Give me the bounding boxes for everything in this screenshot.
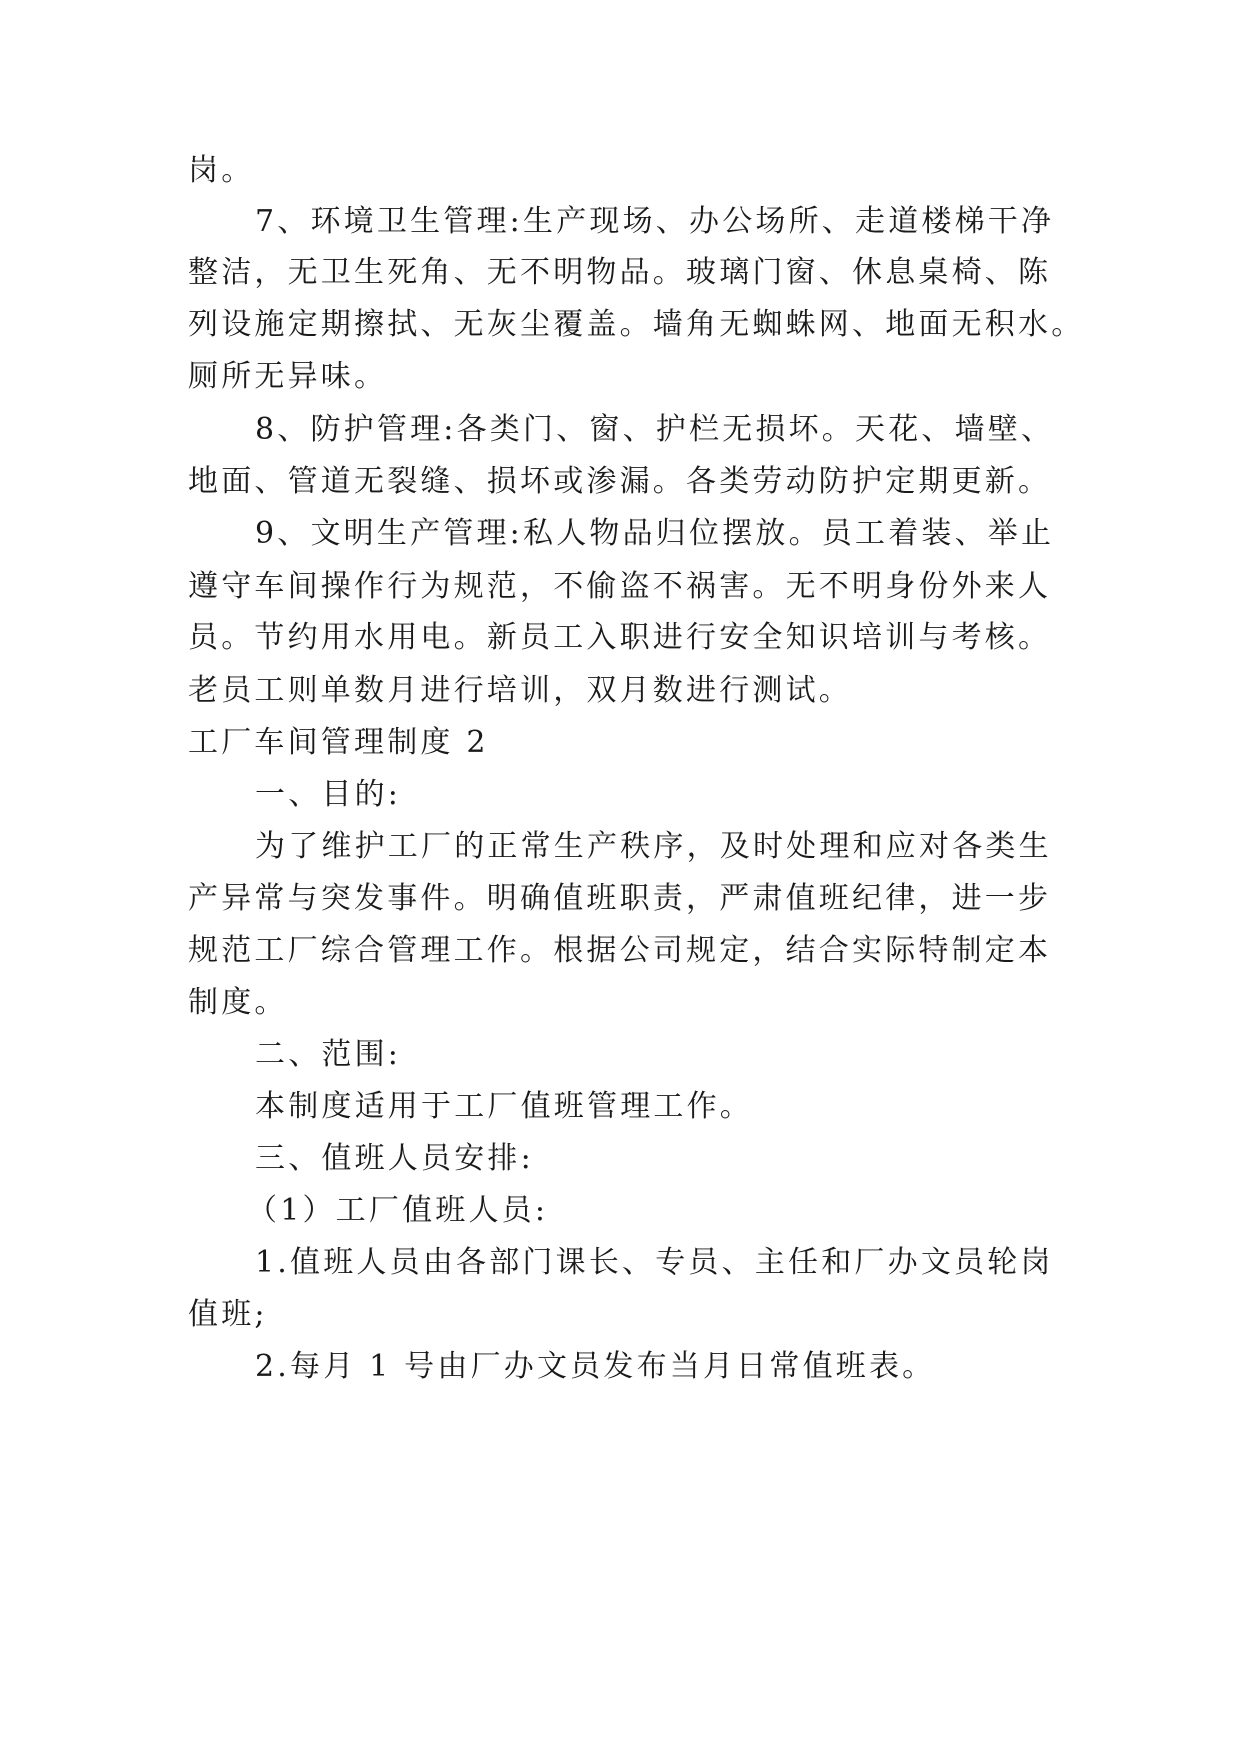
text-line: 二、范围:	[255, 1037, 402, 1072]
text-line: 一、目的:	[255, 777, 402, 812]
text-line: 1.值班人员由各部门课长、专员、主任和厂办文员轮岗	[255, 1245, 1054, 1280]
text-line: 2.每月 1 号由厂办文员发布当月日常值班表。	[255, 1349, 936, 1384]
text-line: 制度。	[188, 985, 288, 1020]
text-line: 7、环境卫生管理:生产现场、办公场所、走道楼梯干净	[255, 204, 1055, 239]
text-line: 岗。	[188, 153, 255, 188]
section-heading: 工厂车间管理制度 2	[188, 725, 489, 760]
text-line: 列设施定期擦拭、无灰尘覆盖。墙角无蜘蛛网、地面无积水。	[188, 307, 1085, 342]
text-line: 规范工厂综合管理工作。根据公司规定，结合实际特制定本	[188, 933, 1052, 968]
text-line: 厕所无异味。	[188, 359, 388, 394]
text-line: 地面、管道无裂缝、损坏或渗漏。各类劳动防护定期更新。	[188, 464, 1052, 499]
text-line: 值班;	[188, 1297, 268, 1332]
text-line: （1）工厂值班人员:	[247, 1193, 549, 1228]
text-line: 老员工则单数月进行培训，双月数进行测试。	[188, 673, 852, 708]
text-line: 员。节约用水用电。新员工入职进行安全知识培训与考核。	[188, 620, 1052, 655]
text-line: 9、文明生产管理:私人物品归位摆放。员工着装、举止	[255, 516, 1055, 551]
text-line: 本制度适用于工厂值班管理工作。	[255, 1089, 753, 1124]
text-line: 三、值班人员安排:	[255, 1141, 534, 1176]
text-line: 产异常与突发事件。明确值班职责，严肃值班纪律，进一步	[188, 881, 1052, 916]
text-line: 整洁，无卫生死角、无不明物品。玻璃门窗、休息桌椅、陈	[188, 255, 1052, 290]
text-line: 遵守车间操作行为规范，不偷盗不祸害。无不明身份外来人	[188, 569, 1052, 604]
text-line: 8、防护管理:各类门、窗、护栏无损坏。天花、墙壁、	[255, 412, 1055, 447]
text-line: 为了维护工厂的正常生产秩序，及时处理和应对各类生	[255, 829, 1052, 864]
